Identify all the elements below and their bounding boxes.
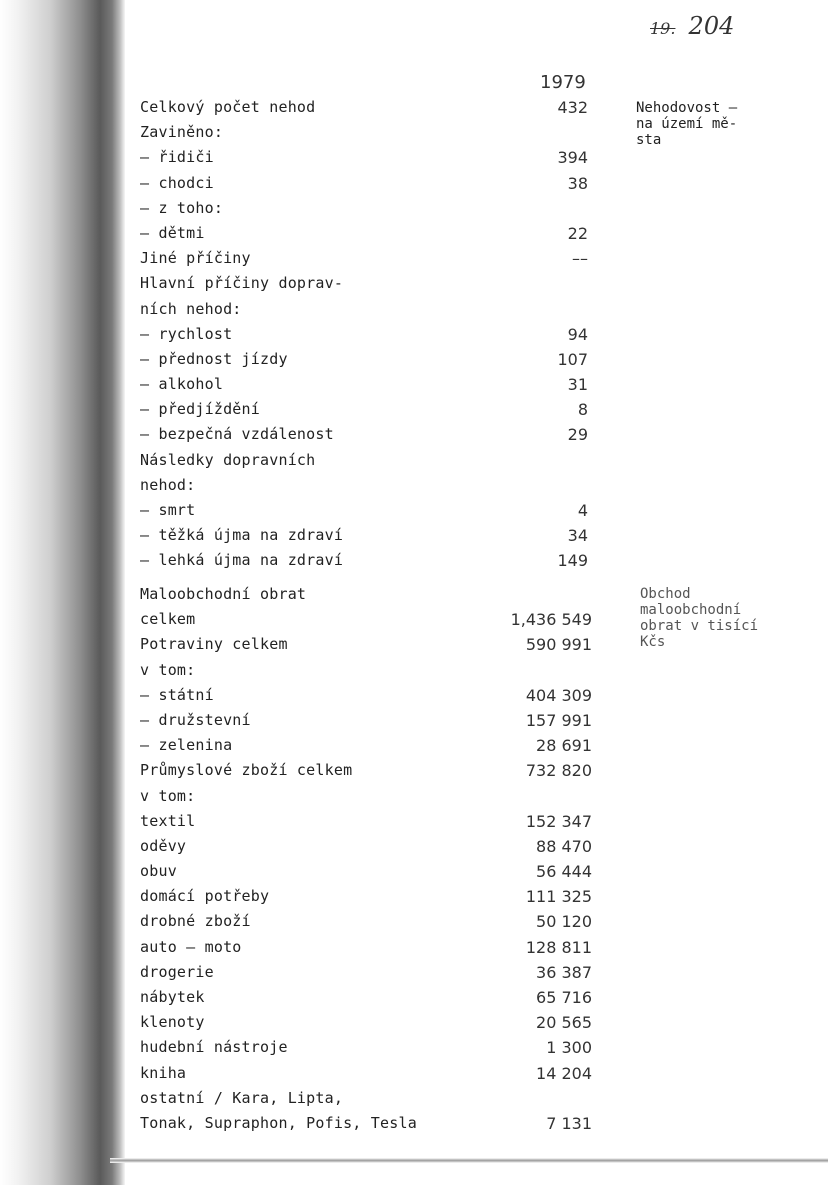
row-value: 38 [567, 173, 588, 193]
row-label: Hlavní příčiny doprav- [140, 274, 344, 293]
row-label: – smrt [140, 501, 196, 519]
table-row [140, 862, 592, 887]
row-value: 56 444 [536, 862, 592, 882]
row-label: – bezpečná vzdálenost [140, 425, 334, 444]
row-label: v tom: [140, 786, 196, 805]
table-row [140, 661, 592, 686]
row-value: 94 [567, 324, 588, 344]
row-value: 88 470 [536, 836, 592, 856]
table-row [140, 551, 588, 576]
row-value: 157 991 [525, 710, 592, 730]
row-value: 50 120 [536, 912, 592, 932]
table-row [140, 1038, 592, 1063]
row-label: v tom: [140, 660, 196, 679]
table-row [140, 350, 588, 375]
row-label: celkem [140, 610, 196, 629]
table-row [140, 148, 588, 173]
row-value: 4 [577, 501, 588, 520]
row-label: – přednost jízdy [140, 349, 288, 368]
table-row [140, 98, 588, 123]
row-value: 111 325 [525, 887, 592, 907]
row-label: Potraviny celkem [140, 635, 288, 654]
row-value: 1,436 549 [510, 610, 592, 630]
row-label: Tonak, Supraphon, Pofis, Tesla [140, 1113, 417, 1132]
accidents-note: Nehodovost – na území mě- sta [636, 100, 738, 148]
table-row [140, 736, 592, 761]
row-value: 149 [557, 551, 588, 571]
row-label: nábytek [140, 988, 205, 1006]
table-row [140, 761, 592, 786]
table-row [140, 526, 588, 551]
row-label: – chodci [140, 173, 214, 192]
row-value: 152 347 [525, 811, 592, 831]
row-label: Celkový počet nehod [140, 98, 316, 116]
row-value: 34 [567, 526, 588, 546]
row-label: ostatní / Kara, Lipta, [140, 1088, 344, 1107]
row-label: – alkohol [140, 375, 224, 394]
table-row [140, 1064, 592, 1089]
row-value: 107 [557, 349, 588, 369]
table-row [140, 711, 592, 736]
row-label: – z toho: [140, 198, 224, 217]
row-label: obuv [140, 862, 177, 881]
row-label: textil [140, 811, 196, 830]
row-label: – předjíždění [140, 400, 260, 419]
table-row [140, 938, 592, 963]
table-row [140, 451, 588, 476]
row-value: 22 [567, 223, 588, 243]
row-value: 1 300 [546, 1038, 592, 1058]
table-row [140, 610, 592, 635]
row-value: 31 [567, 375, 588, 395]
retail-note: Obchod maloobchodní obrat v tisící Kčs [640, 586, 759, 650]
table-row [140, 1089, 592, 1114]
row-value: 20 565 [536, 1013, 592, 1033]
scan-shadow [0, 0, 125, 1185]
page-number [650, 12, 734, 40]
row-label: – rychlost [140, 324, 233, 343]
accidents-table [140, 98, 588, 577]
row-label: ních nehod: [140, 299, 242, 318]
row-value: 8 [577, 400, 588, 420]
row-label: kniha [140, 1063, 187, 1082]
table-row [140, 174, 588, 199]
table-row [140, 686, 592, 711]
row-label: Zaviněno: [140, 123, 224, 142]
row-label: – lehká újma na zdraví [140, 551, 344, 570]
row-label: – těžká újma na zdraví [140, 526, 344, 545]
row-value: 732 820 [525, 761, 592, 781]
table-row [140, 812, 592, 837]
table-row [140, 400, 588, 425]
retail-table [140, 585, 592, 1139]
table-row [140, 787, 592, 812]
row-value: 29 [567, 425, 588, 445]
table-row [140, 224, 588, 249]
row-label: Jiné příčiny [140, 249, 251, 268]
row-value: 36 387 [536, 962, 592, 982]
row-label: – státní [140, 685, 214, 704]
row-value: 128 811 [525, 937, 592, 957]
table-row [140, 887, 592, 912]
table-row [140, 501, 588, 526]
table-row [140, 585, 592, 610]
row-label: Maloobchodní obrat [140, 585, 307, 603]
row-label: hudební nástroje [140, 1038, 288, 1057]
table-row [140, 199, 588, 224]
table-row [140, 963, 592, 988]
row-label: oděvy [140, 836, 187, 855]
row-label: nehod: [140, 475, 196, 494]
page-number-crossed: 19. [650, 19, 676, 38]
row-label: drogerie [140, 962, 214, 981]
row-value: 65 716 [536, 988, 592, 1007]
row-value: 7 131 [546, 1113, 592, 1133]
row-label: auto – moto [140, 937, 242, 956]
row-value: 432 [557, 98, 588, 117]
row-label: Následky dopravních [140, 450, 316, 469]
row-label: Průmyslové zboží celkem [140, 761, 353, 780]
table-row [140, 1114, 592, 1139]
table-row [140, 1013, 592, 1038]
table-row [140, 325, 588, 350]
table-row [140, 635, 592, 660]
row-label: klenoty [140, 1013, 205, 1032]
table-row [140, 425, 588, 450]
page-edge [110, 1158, 828, 1163]
row-label: drobné zboží [140, 912, 251, 931]
table-row [140, 249, 588, 274]
table-row [140, 274, 588, 299]
row-value: 14 204 [536, 1063, 592, 1083]
row-label: – dětmi [140, 223, 205, 242]
year-header: 1979 [540, 72, 586, 93]
table-row [140, 375, 588, 400]
table-row [140, 912, 592, 937]
row-label: – zelenina [140, 736, 233, 755]
table-row [140, 837, 592, 862]
table-row [140, 300, 588, 325]
row-label: domácí potřeby [140, 887, 270, 906]
row-value: 590 991 [525, 635, 592, 655]
row-label: – družstevní [140, 710, 251, 729]
row-value: 28 691 [536, 736, 592, 756]
table-row [140, 988, 592, 1013]
row-value: 404 309 [525, 685, 592, 705]
table-row [140, 476, 588, 501]
row-label: – řidiči [140, 148, 214, 167]
row-value: –– [572, 249, 588, 269]
page-number-current: 204 [688, 12, 735, 40]
row-value: 394 [557, 148, 588, 168]
table-row [140, 123, 588, 148]
